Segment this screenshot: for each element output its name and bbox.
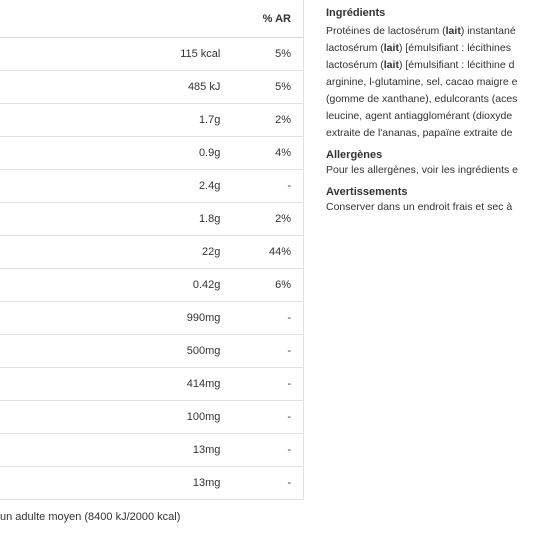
- nutrient-value-cell: [40, 434, 220, 467]
- ingredients-fragment: extraite de l'ananas, papaïne extraite de: [326, 127, 513, 139]
- nutrient-ar-cell: 2%: [220, 104, 303, 137]
- nutrient-value: 13mg: [192, 444, 221, 456]
- nutrient-value: 990mg: [186, 312, 221, 324]
- nutrient-value-cell: [40, 236, 220, 269]
- table-row: [0, 71, 304, 104]
- nutrient-value-cell: [40, 104, 220, 137]
- nutrient-ar-cell: -: [220, 170, 303, 203]
- table-header-row: [0, 0, 304, 38]
- nutrient-name-cell: [0, 104, 40, 137]
- nutrient-ar-cell: -: [220, 335, 303, 368]
- table-footnote: un adulte moyen (8400 kJ/2000 kcal): [0, 511, 181, 523]
- allergen-highlight: lait: [383, 59, 399, 71]
- nutrient-name-cell: [0, 302, 40, 335]
- nutrient-ar-cell: -: [220, 401, 303, 434]
- allergens-title: Allergènes: [326, 149, 383, 161]
- nutrient-ar-cell: -: [220, 434, 303, 467]
- header-nutrient: [0, 0, 40, 38]
- ingredients-fragment: arginine, l-glutamine, sel, cacao maigre e: [326, 76, 518, 88]
- ingredients-fragment: Protéines de lactosérum (: [326, 25, 446, 37]
- nutrient-value-cell: [40, 203, 220, 236]
- nutrient-value-cell: [40, 335, 220, 368]
- nutrient-value: 13mg: [192, 477, 221, 489]
- nutrient-ar-cell: 2%: [220, 203, 303, 236]
- nutrient-value-cell: [40, 170, 220, 203]
- nutrient-name-cell: [0, 38, 40, 71]
- warnings-text: Conserver dans un endroit frais et sec à: [326, 201, 513, 213]
- nutrient-value: 414mg: [186, 378, 221, 390]
- nutrition-table-body: [0, 38, 304, 500]
- nutrient-value: 22g: [202, 246, 221, 258]
- ingredients-fragment: ) [émulsifiant : lécithines: [398, 42, 511, 54]
- header-ar: % AR: [220, 0, 303, 38]
- nutrient-name-cell: [0, 269, 40, 302]
- ingredients-fragment: (gomme de xanthane), edulcorants (aces: [326, 93, 518, 105]
- ingredients-line: [326, 91, 534, 108]
- nutrient-ar-cell: 5%: [220, 71, 303, 104]
- table-row: [0, 302, 304, 335]
- table-row: [0, 401, 304, 434]
- nutrient-value-cell: [40, 38, 220, 71]
- header-value: [40, 0, 220, 38]
- nutrient-value: 1.8g: [198, 213, 221, 225]
- nutrient-ar-cell: 44%: [220, 236, 303, 269]
- allergen-highlight: lait: [383, 42, 399, 54]
- ingredients-line: [326, 23, 534, 40]
- table-row: [0, 203, 304, 236]
- warnings-section: [326, 185, 534, 216]
- nutrient-value-cell: [40, 71, 220, 104]
- table-row: [0, 368, 304, 401]
- ingredients-line: [326, 40, 534, 57]
- table-row: [0, 269, 304, 302]
- nutrient-value: 0.42g: [192, 279, 221, 291]
- ingredients-fragment: ) instantané: [460, 25, 516, 37]
- nutrient-value-cell: [40, 368, 220, 401]
- nutrient-name-cell: [0, 170, 40, 203]
- nutrient-ar-cell: -: [220, 302, 303, 335]
- warnings-title: Avertissements: [326, 186, 408, 198]
- ingredients-line: [326, 125, 534, 142]
- nutrient-ar-cell: -: [220, 368, 303, 401]
- nutrient-name-cell: [0, 368, 40, 401]
- nutrient-name-cell: [0, 203, 40, 236]
- nutrient-value: 2.4g: [198, 180, 221, 192]
- table-row: [0, 137, 304, 170]
- ingredients-fragment: leucine, agent antiagglomérant (dioxyde: [326, 110, 513, 122]
- nutrient-name-cell: [0, 137, 40, 170]
- ingredients-fragment: lactosérum (: [326, 42, 384, 54]
- nutrient-value: 1.7g: [198, 114, 221, 126]
- table-row: [0, 434, 304, 467]
- table-row: [0, 335, 304, 368]
- nutrient-ar-cell: -: [220, 467, 303, 500]
- ingredients-title: Ingrédients: [326, 7, 386, 19]
- nutrient-value-cell: [40, 302, 220, 335]
- table-row: [0, 467, 304, 500]
- table-row: [0, 104, 304, 137]
- nutrient-value-cell: [40, 137, 220, 170]
- nutrient-ar-cell: 6%: [220, 269, 303, 302]
- allergen-highlight: lait: [445, 25, 461, 37]
- nutrient-name-cell: [0, 434, 40, 467]
- nutrient-ar-cell: 4%: [220, 137, 303, 170]
- nutrient-value: 115 kcal: [180, 48, 221, 60]
- nutrient-name-cell: [0, 467, 40, 500]
- nutrient-ar-cell: 5%: [220, 38, 303, 71]
- nutrient-name-cell: [0, 236, 40, 269]
- allergens-section: [326, 148, 534, 179]
- ingredients-line: [326, 108, 534, 125]
- nutrient-value: 485 kJ: [187, 81, 221, 93]
- ingredients-text: [326, 23, 534, 142]
- table-row: [0, 236, 304, 269]
- ingredients-fragment: ) [émulsifiant : lécithine d: [398, 59, 515, 71]
- nutrient-value-cell: [40, 467, 220, 500]
- nutrient-value: 0.9g: [198, 147, 221, 159]
- nutrient-name-cell: [0, 401, 40, 434]
- ingredients-section: [326, 6, 534, 142]
- nutrient-name-cell: [0, 335, 40, 368]
- nutrient-value: 100mg: [186, 411, 221, 423]
- table-row: [0, 38, 304, 71]
- ingredients-fragment: lactosérum (: [326, 59, 384, 71]
- ingredients-line: [326, 57, 534, 74]
- product-info-column: [326, 6, 534, 222]
- nutrient-name-cell: [0, 71, 40, 104]
- nutrient-value-cell: [40, 269, 220, 302]
- allergens-text: Pour les allergènes, voir les ingrédients e: [326, 164, 519, 176]
- ingredients-line: [326, 74, 534, 91]
- nutrient-value-cell: [40, 401, 220, 434]
- table-row: [0, 170, 304, 203]
- nutrient-value: 500mg: [186, 345, 221, 357]
